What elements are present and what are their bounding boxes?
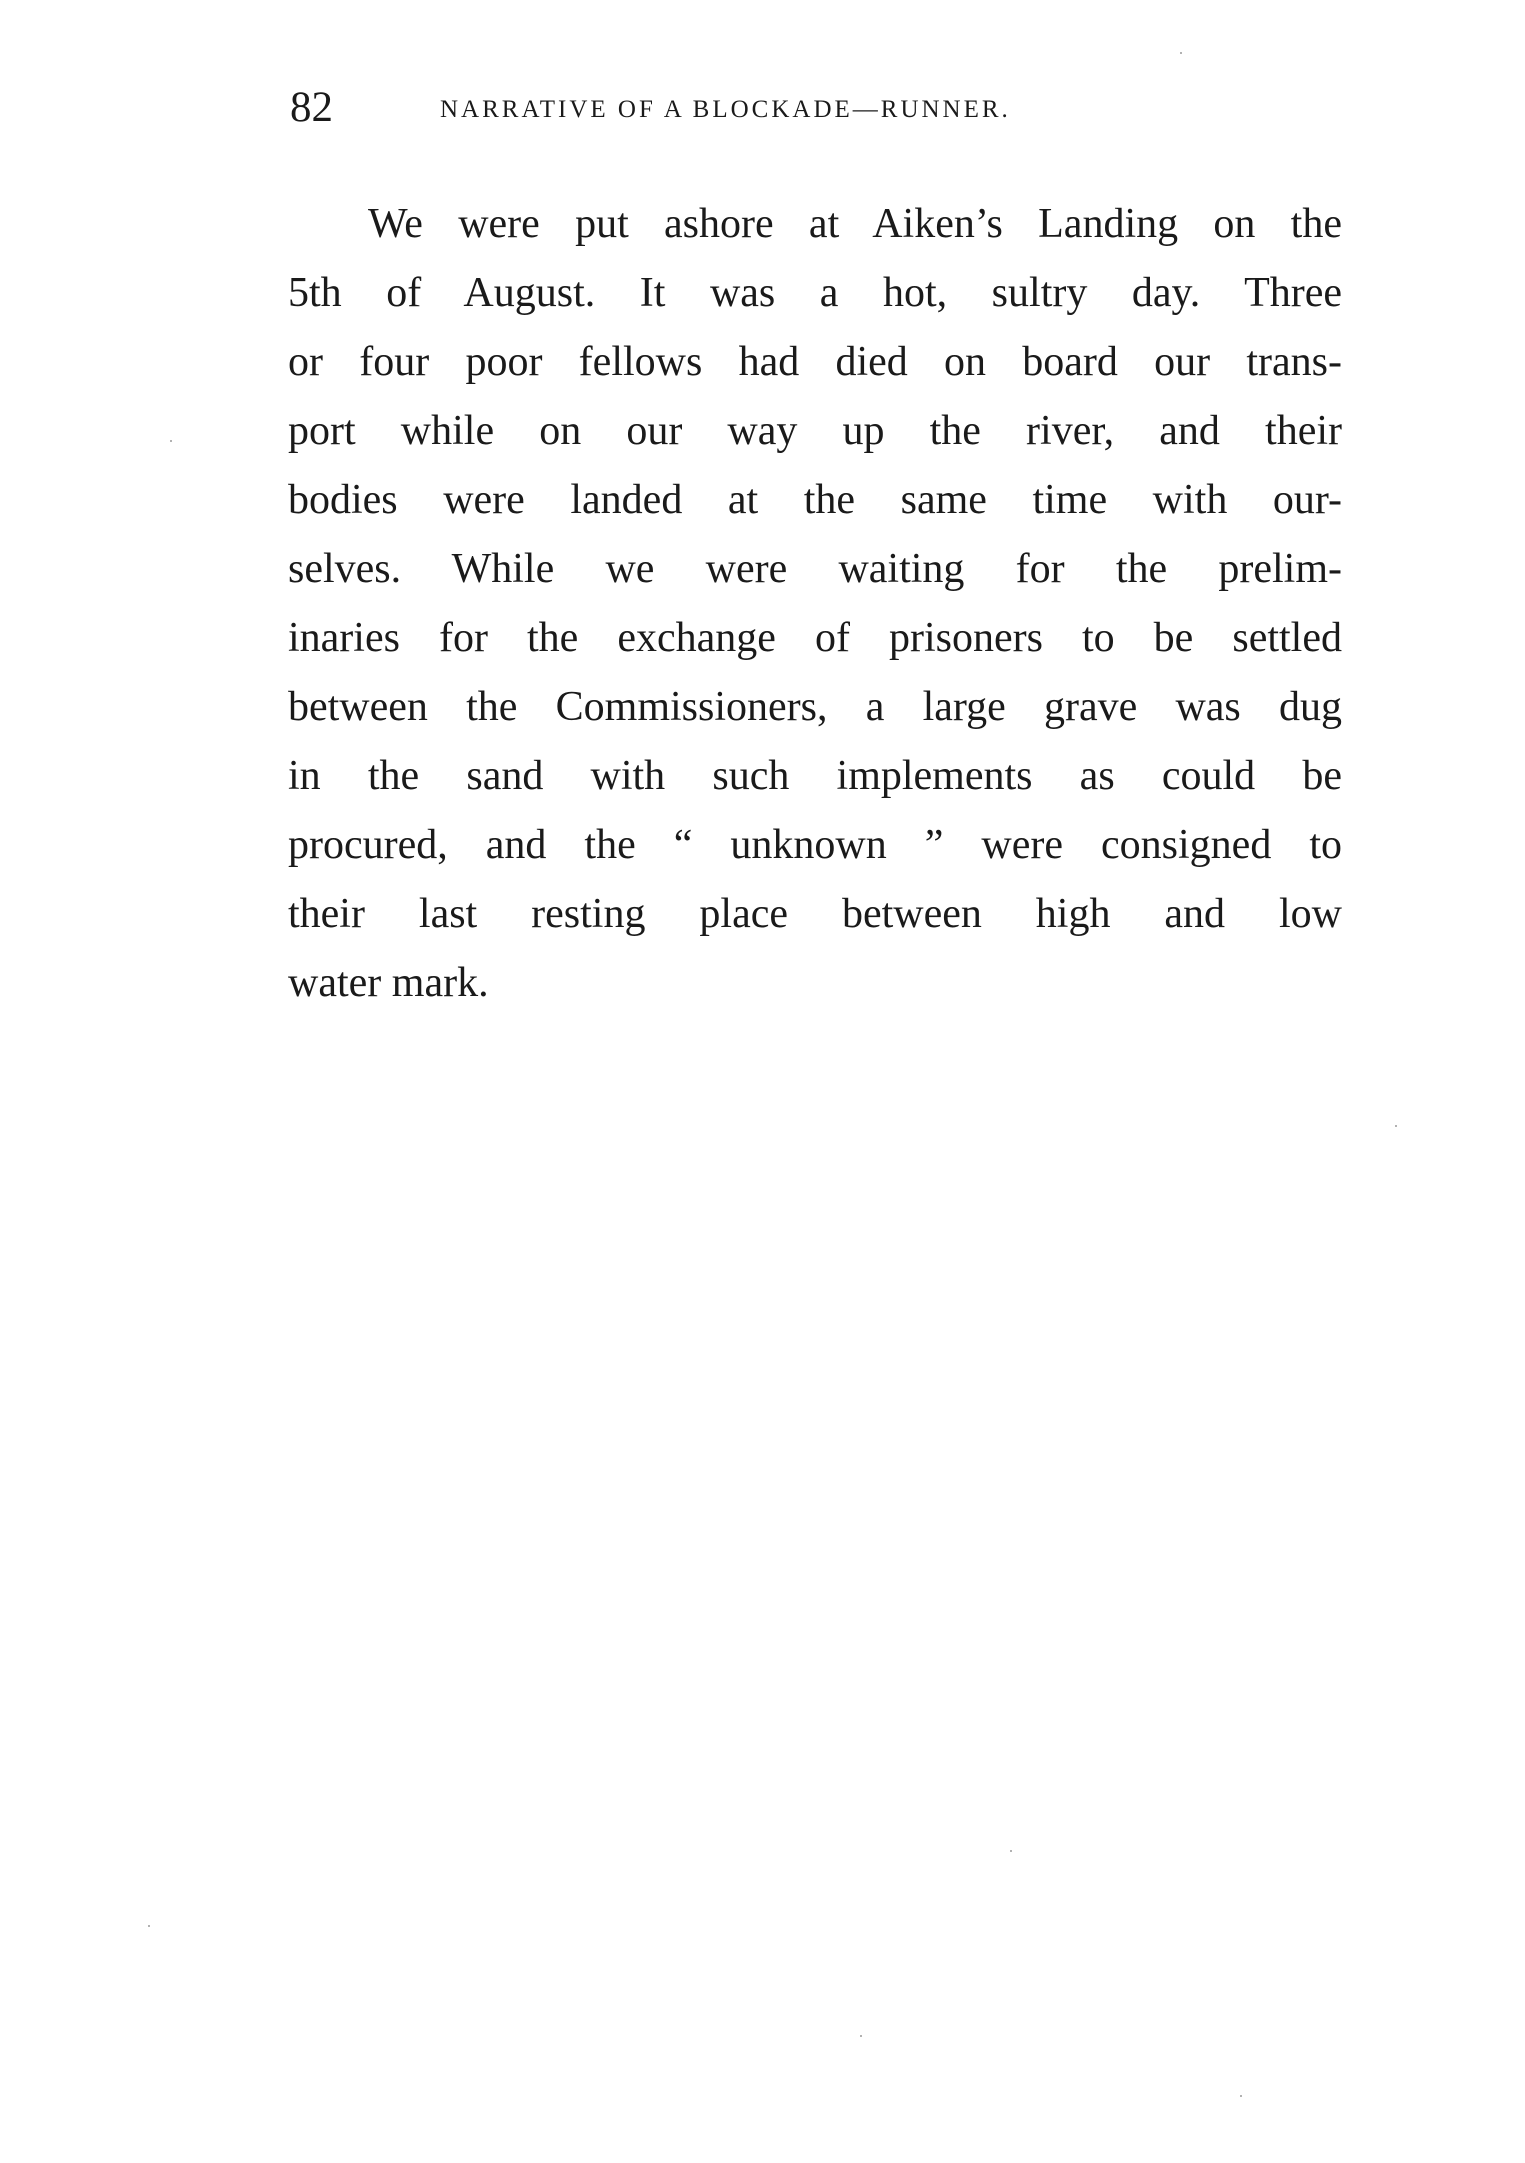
paper-speck <box>1395 1125 1397 1127</box>
paper-speck <box>860 2035 862 2037</box>
running-title: NARRATIVE OF A BLOCKADE—RUNNER. <box>440 96 1011 123</box>
body-paragraph <box>288 190 1342 1018</box>
text-line: in the sand with such implements as could be <box>288 753 1342 799</box>
text-line: water mark. <box>288 960 489 1006</box>
text-line: bodies were landed at the same time with our- <box>288 477 1342 523</box>
text-line: inaries for the exchange of prisoners to be settled <box>288 615 1342 661</box>
paper-speck <box>148 1925 150 1927</box>
running-head <box>290 78 1350 138</box>
text-line: 5th of August. It was a hot, sultry day. Three <box>288 270 1342 316</box>
text-line: or four poor fellows had died on board our trans- <box>288 339 1342 385</box>
text-line: between the Commissioners, a large grave was dug <box>288 684 1342 730</box>
text-line: We were put ashore at Aiken’s Landing on the <box>368 201 1342 247</box>
text-line: port while on our way up the river, and their <box>288 408 1342 454</box>
paper-speck <box>170 440 172 442</box>
paper-speck <box>1240 2095 1242 2097</box>
text-line: procured, and the “ unknown ” were consigned to <box>288 822 1342 868</box>
text-line: their last resting place between high and low <box>288 891 1342 937</box>
text-line: selves. While we were waiting for the prelim- <box>288 546 1342 592</box>
page-number: 82 <box>290 84 333 131</box>
paper-speck <box>1010 1850 1012 1852</box>
paper-speck <box>1180 52 1182 54</box>
